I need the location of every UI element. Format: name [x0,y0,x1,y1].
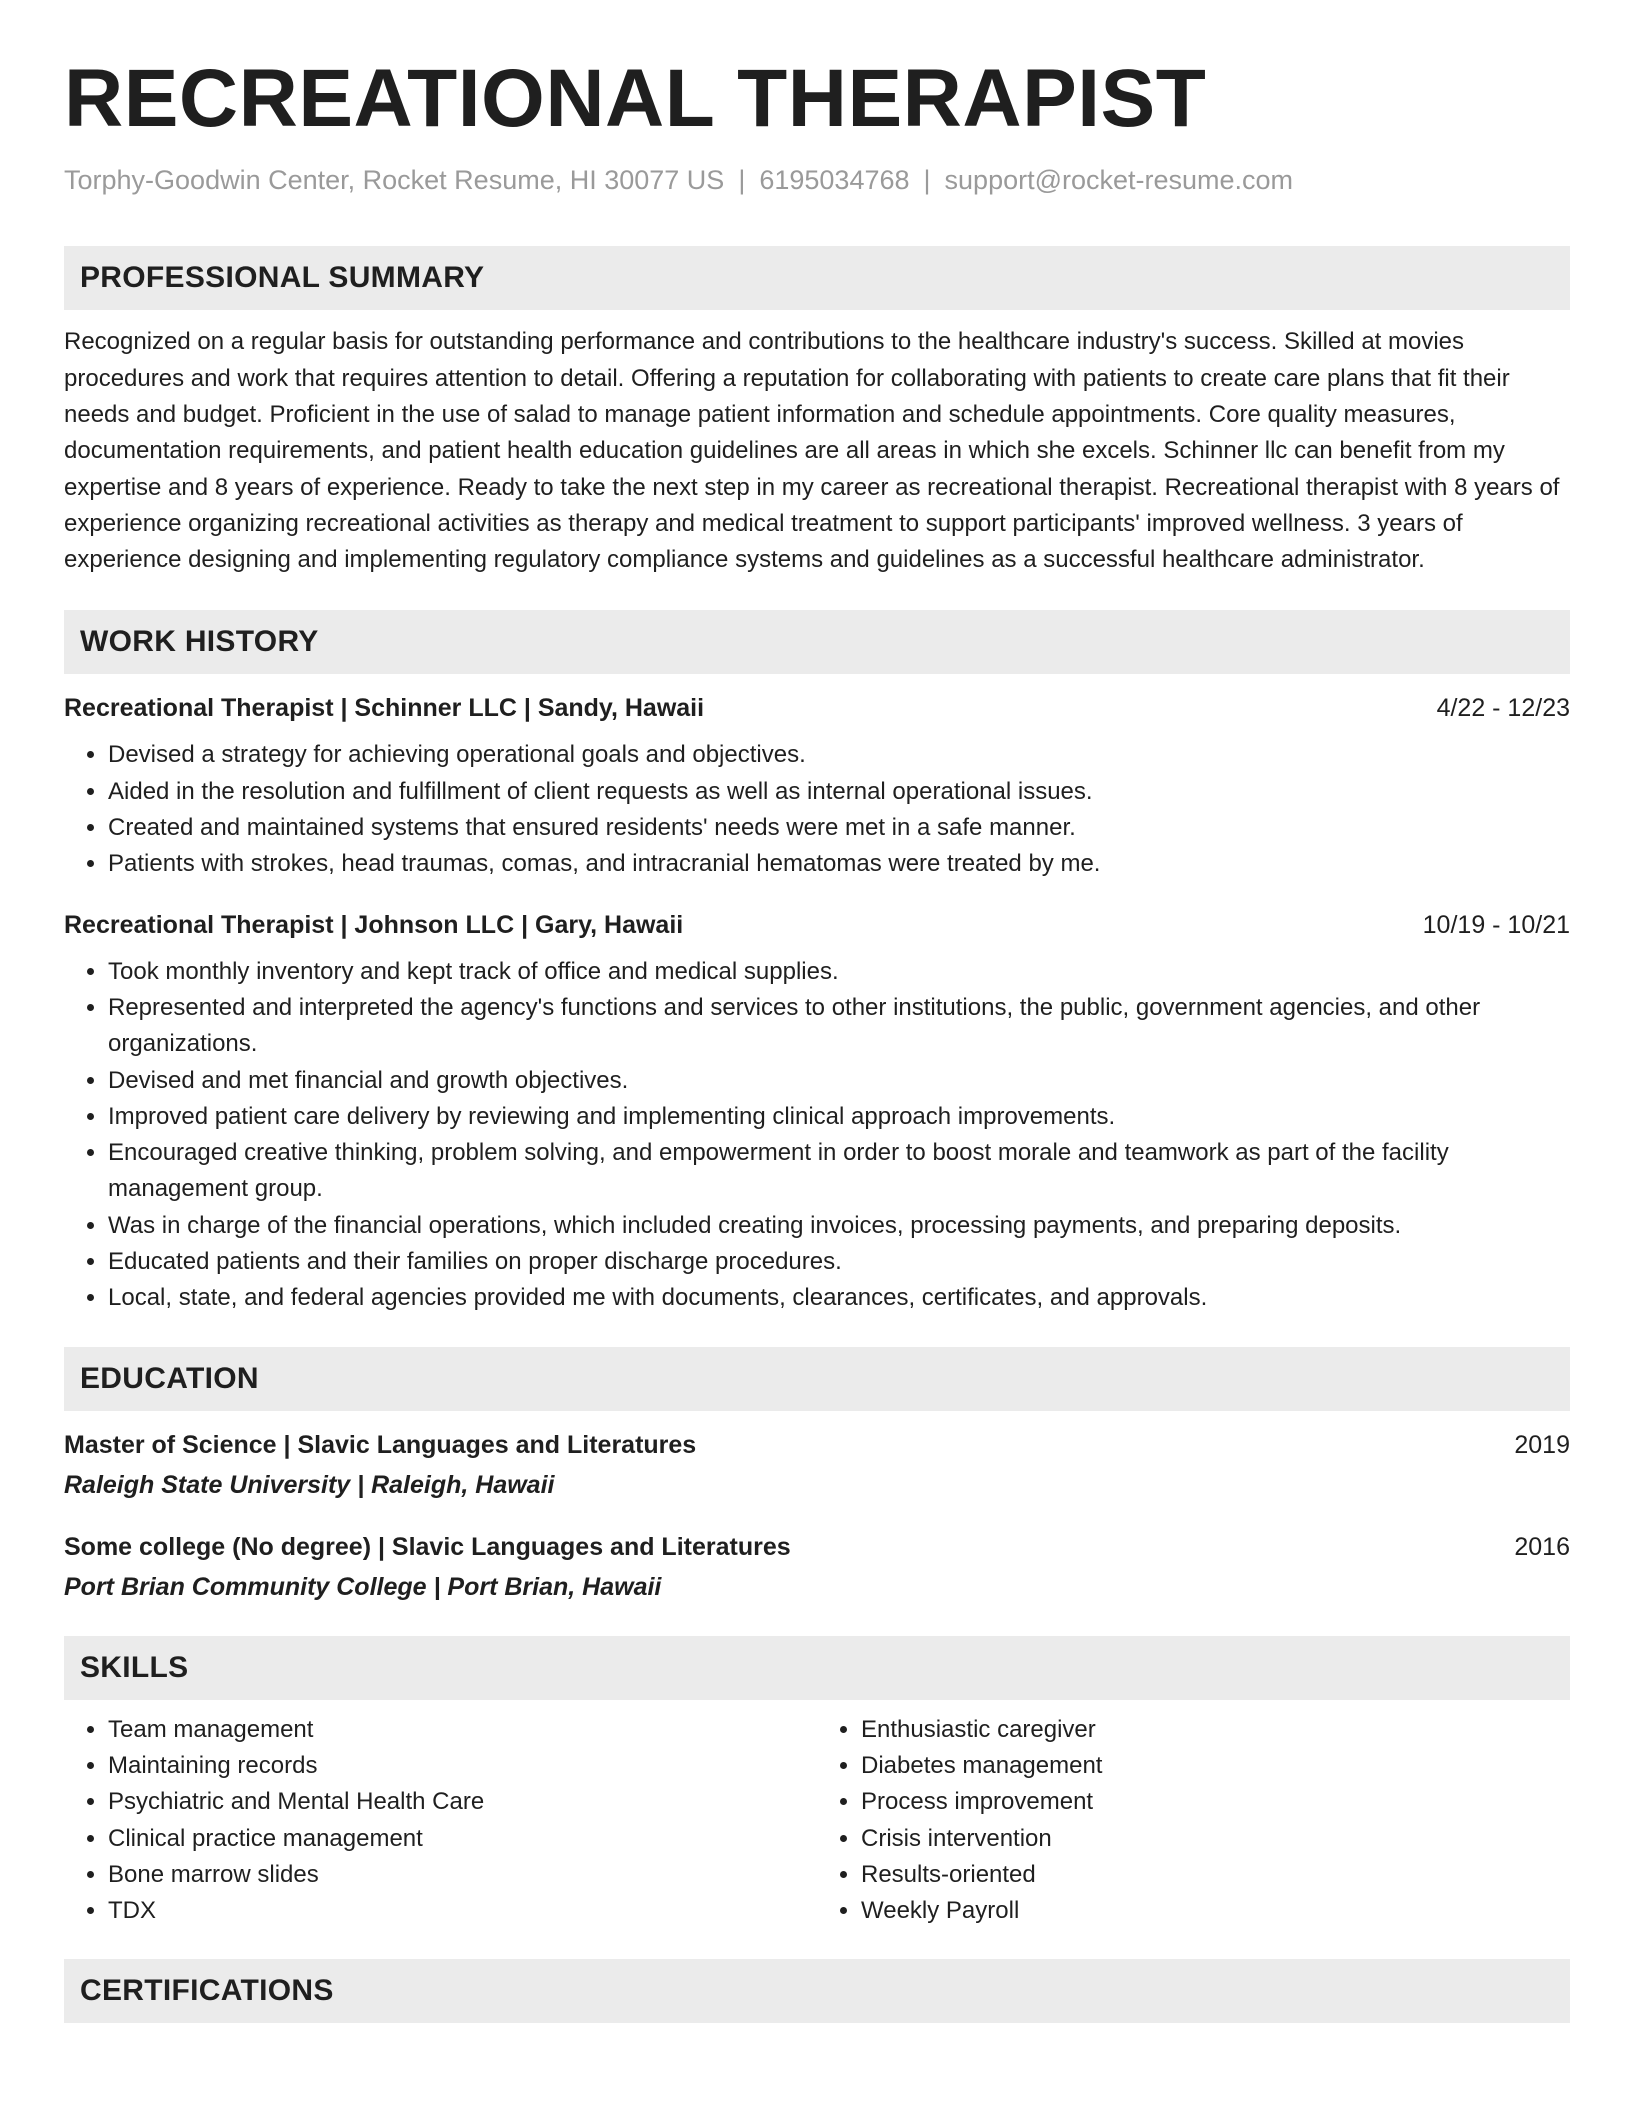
section-heading-education: EDUCATION [64,1347,1570,1411]
skills-list-right [817,1712,1570,1930]
job-bullet: • Was in charge of the financial operations, which included creating invoices, processing payments, and preparing deposits. [108,1208,1570,1244]
job-bullets [64,737,1570,882]
skill-item: • Maintaining records [108,1748,817,1784]
job-bullet: • Took monthly inventory and kept track of office and medical supplies. [108,954,1570,990]
job-dates: 4/22 - 12/23 [1436,694,1570,723]
skill-item: • Weekly Payroll [861,1893,1570,1929]
education-year: 2016 [1514,1532,1570,1561]
skill-item: • Process improvement [861,1784,1570,1820]
education-school: Raleigh State University | Raleigh, Hawaii [64,1470,555,1499]
section-heading-skills: SKILLS [64,1636,1570,1700]
skill-item: • Bone marrow slides [108,1857,817,1893]
education-header [64,1430,1570,1460]
skill-item: • Clinical practice management [108,1821,817,1857]
job-bullet: • Improved patient care delivery by reviewing and implementing clinical approach improvements. [108,1099,1570,1135]
education-degree: Some college (No degree) | Slavic Languages and Literatures [64,1532,791,1561]
job-bullet: • Devised a strategy for achieving operational goals and objectives. [108,737,1570,773]
job-header [64,693,1570,723]
job-bullet: • Encouraged creative thinking, problem solving, and empowerment in order to boost morale and teamwork as part of the facility management group. [108,1135,1570,1208]
skills-list-left [64,1712,817,1930]
job-bullet: • Educated patients and their families on proper discharge procedures. [108,1244,1570,1280]
section-heading-work-history: WORK HISTORY [64,610,1570,674]
job-bullet: • Created and maintained systems that ensured residents' needs were met in a safe manner. [108,810,1570,846]
contact-address: Torphy-Goodwin Center, Rocket Resume, HI 30077 US [64,165,725,195]
skill-item: • Enthusiastic caregiver [861,1712,1570,1748]
job-title: Recreational Therapist | Schinner LLC | Sandy, Hawaii [64,694,705,723]
summary-text: Recognized on a regular basis for outstanding performance and contributions to the healthcare industry's success. Skilled at movies procedures and work that requires attention to detail. Offering a reputation for collaborating with patients to create care plans that fit their needs and budget. Proficient in the use of salad to manage patient information and schedule appointments. Core quality measures, documentation requirements, and patient health education guidelines are all areas in which she excels. Schinner llc can benefit from my expertise and 8 years of experience. Ready to take the next step in my career as recreational therapist. Recreational therapist with 8 years of experience organizing recreational activities as therapy and medical treatment to support participants' improved wellness. 3 years of experience designing and implementing regulatory compliance systems and guidelines as a successful healthcare administrator. [64,328,1560,574]
skills-grid [64,1712,1570,1930]
skill-item: • Crisis intervention [861,1821,1570,1857]
contact-line [64,164,1570,196]
section-heading-certifications: CERTIFICATIONS [64,1959,1570,2023]
skill-item: • Results-oriented [861,1857,1570,1893]
job-bullets [64,954,1570,1317]
education-degree: Master of Science | Slavic Languages and Literatures [64,1430,697,1459]
contact-separator: | [923,165,931,195]
skill-item: • TDX [108,1893,817,1929]
education-header [64,1532,1570,1562]
job-bullet: • Aided in the resolution and fulfillment of client requests as well as internal operational issues. [108,774,1570,810]
job-bullet: • Represented and interpreted the agency's functions and services to other institutions, the public, government agencies, and other organizations. [108,990,1570,1063]
job-dates: 10/19 - 10/21 [1422,910,1570,939]
skill-item: • Team management [108,1712,817,1748]
section-heading-summary: PROFESSIONAL SUMMARY [64,246,1570,310]
contact-separator: | [738,165,746,195]
education-school: Port Brian Community College | Port Brian, Hawaii [64,1572,662,1601]
resume-title: RECREATIONAL THERAPIST [64,53,1207,144]
job-bullet: • Local, state, and federal agencies provided me with documents, clearances, certificates, and approvals. [108,1280,1570,1316]
contact-email: support@rocket-resume.com [944,165,1294,195]
job-bullet: • Devised and met financial and growth objectives. [108,1063,1570,1099]
skill-item: • Diabetes management [861,1748,1570,1784]
education-year: 2019 [1514,1430,1570,1459]
skill-item: • Psychiatric and Mental Health Care [108,1784,817,1820]
job-title: Recreational Therapist | Johnson LLC | Gary, Hawaii [64,910,684,939]
job-bullet: • Patients with strokes, head traumas, comas, and intracranial hematomas were treated by me. [108,846,1570,882]
job-header [64,910,1570,940]
contact-phone: 6195034768 [759,165,910,195]
